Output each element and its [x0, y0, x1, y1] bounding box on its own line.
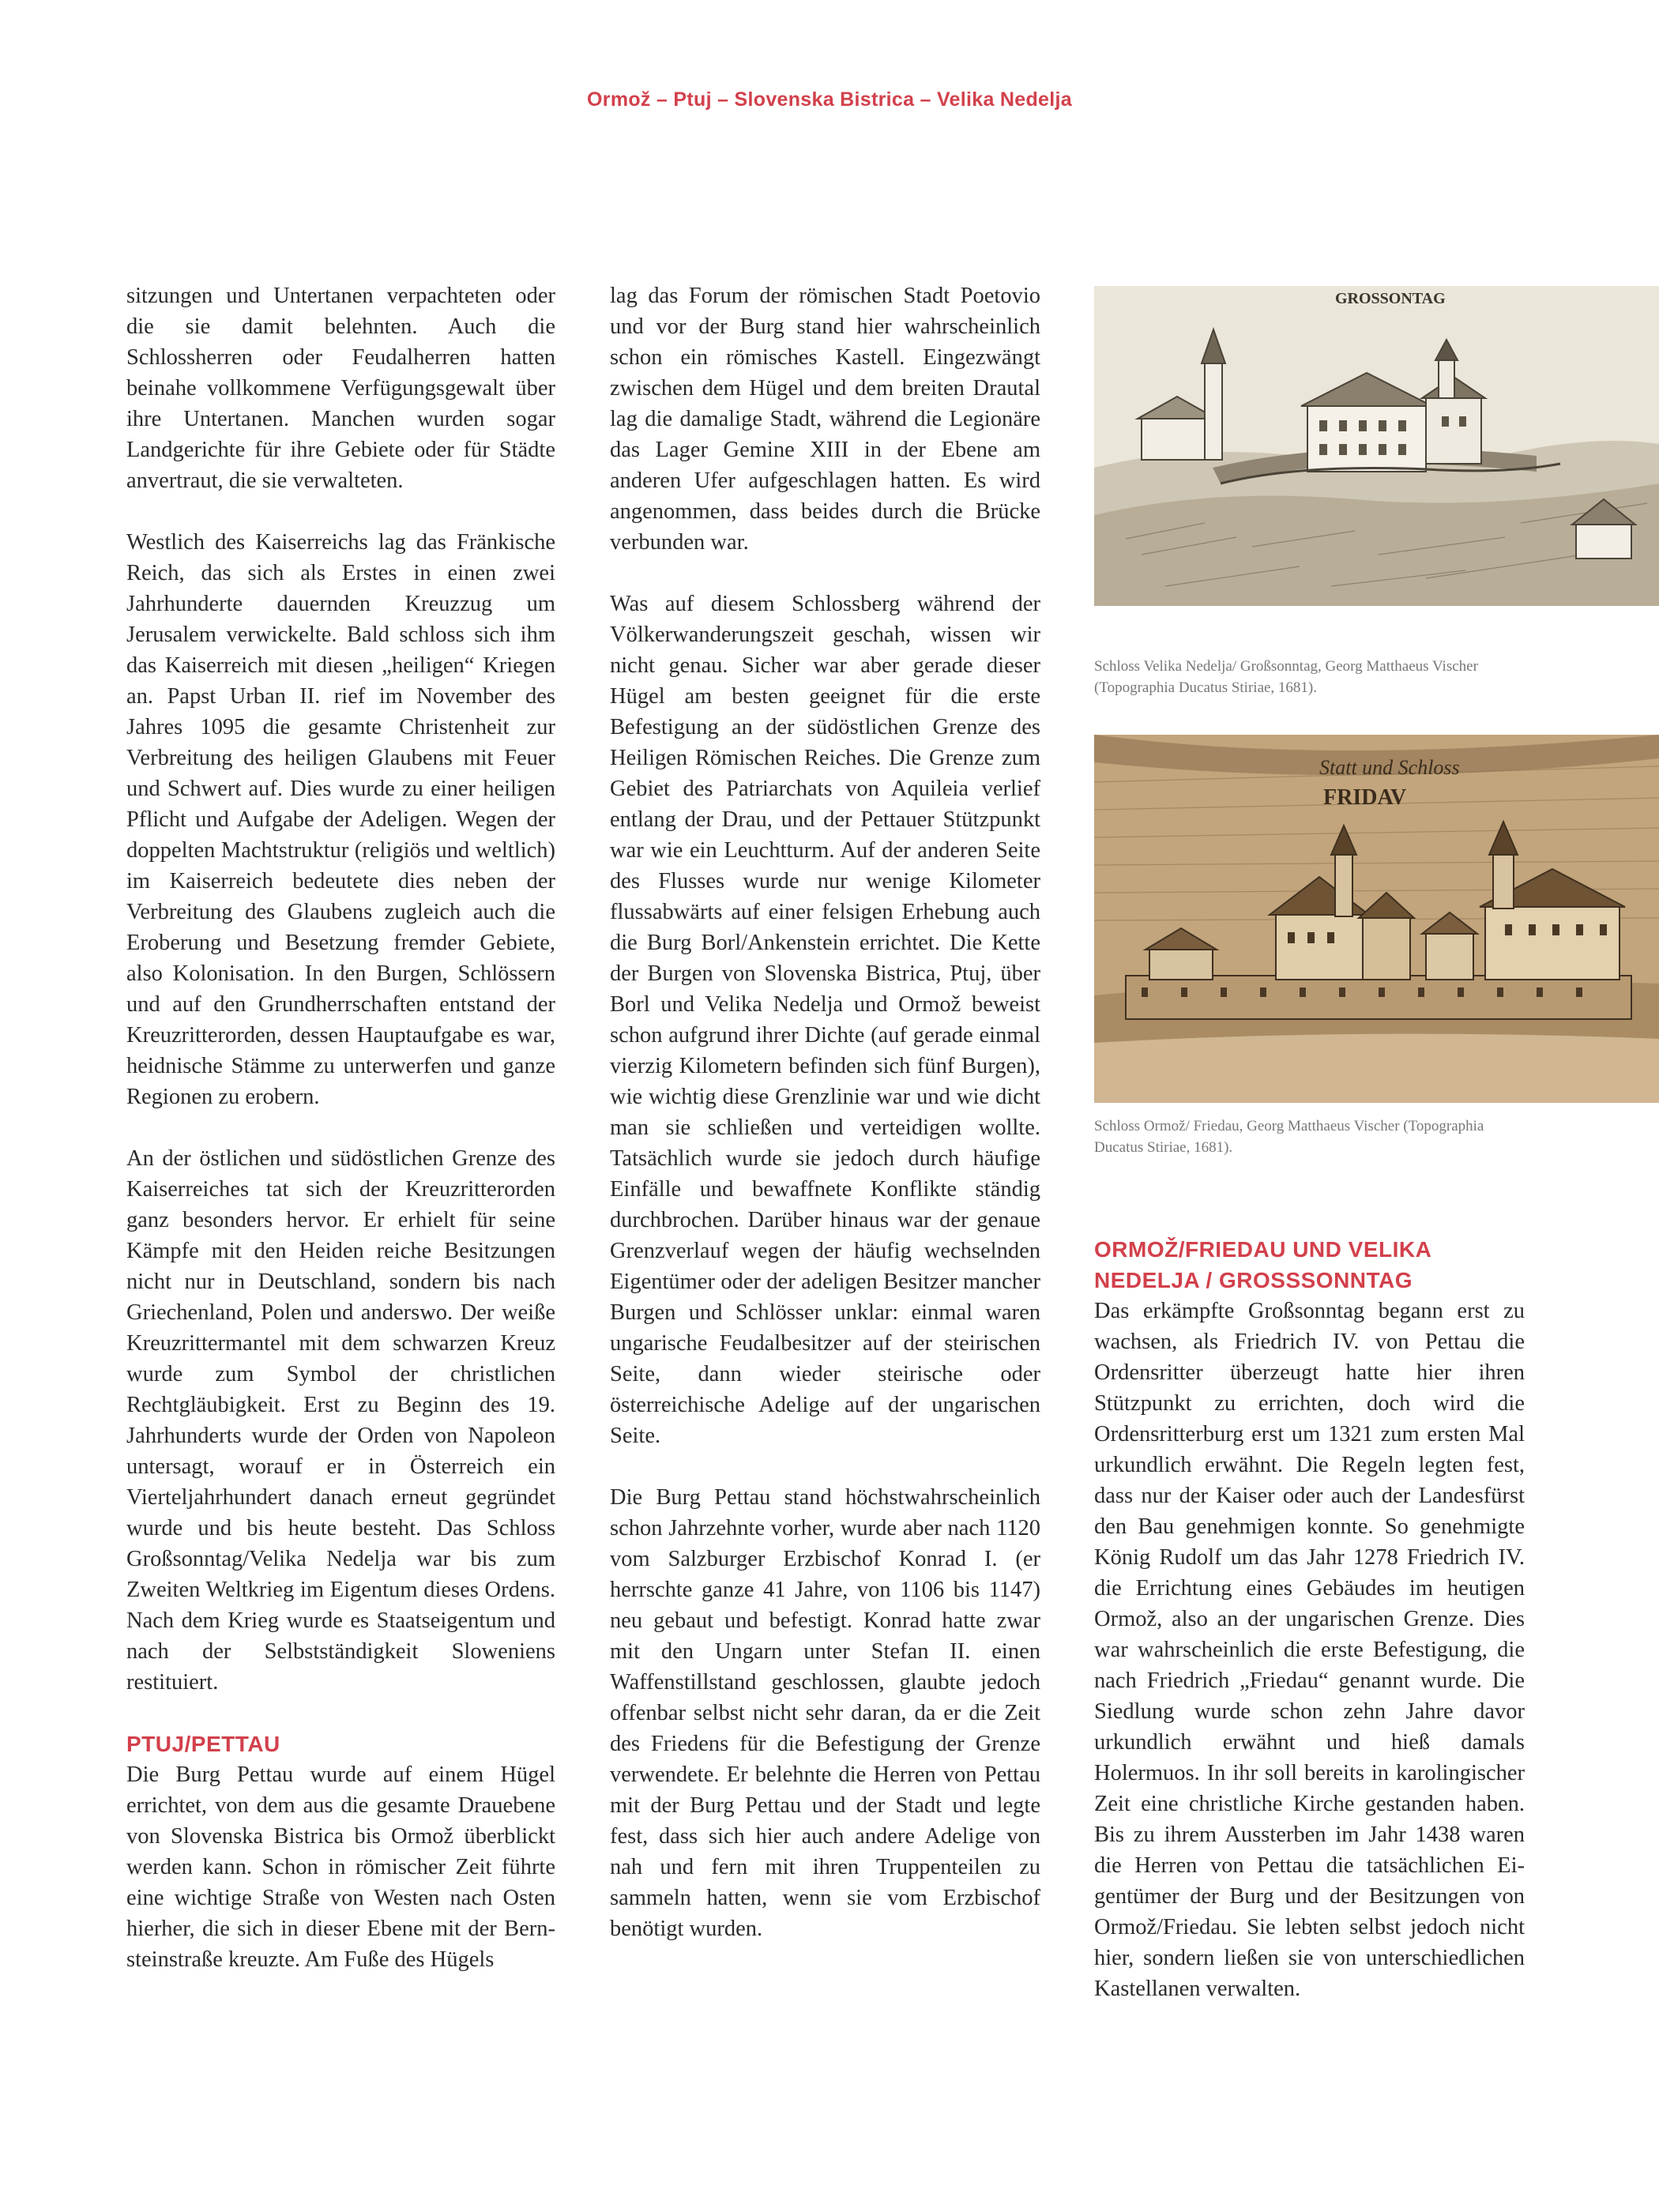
- text-column-1: [126, 280, 555, 1975]
- engraving-label: GROSSONTAG: [1335, 290, 1446, 307]
- figure-caption: Schloss Velika Nedelja/ Großsonntag, Georg Matthaeus Vischer (Topographia Ducatus Stiriae, 1681).: [1094, 658, 1478, 696]
- engraving-velika-nedelja: [1094, 286, 1659, 606]
- text-column-3: [1094, 1234, 1525, 2004]
- paragraph: An der östlichen und südöstlichen Grenze des Kaiserreiches tat sich der Kreuzritterorden ganz besonders hervor. Er erhielt für seine Kämpfe mit den Heiden reiche Besitzungen nicht nur in Deutschland, sondern bis nach Griechenland, Polen und anderswo. Der weiße Kreuzrittermantel mit dem schwarzen Kreuz wurde zum Symbol der christlichen Rechtgläubigkeit. Erst zu Beginn des 19. Jahrhunderts wurde der Orden von Napoleon untersagt, worauf er in Österreich ein Vierteljahrhundert danach erneut gegründet wurde und bis heute besteht. Das Schloss Großsonntag/Velika Nedelja war bis zum Zweiten Weltkrieg im Eigentum dieses Ordens. Nach dem Krieg wurde es Staatseigentum und nach der Selbstständigkeit Sloweniens restituiert.: [126, 1146, 555, 1695]
- running-header: Ormož – Ptuj – Slovenska Bistrica – Velika Nedelja: [587, 88, 1072, 111]
- engraving-ormoz: [1094, 735, 1659, 1103]
- castle-illustration: [1094, 286, 1659, 606]
- section-heading-ormoz: ORMOŽ/FRIEDAU UND VELIKA NEDELJA / GROSSSONNTAG: [1094, 1237, 1431, 1292]
- section-heading-ptuj: PTUJ/PETTAU: [126, 1732, 280, 1756]
- paragraph: Das erkämpfte Großsonntag begann erst zu wachsen, als Friedrich IV. von Pettau die Ordensritter überzeugt hatte hier ihren Stützpunkt zu errichten, doch wird die Ordensritterburg erst um 1321 zum ersten Mal urkundlich erwähnt. Die Regeln legten fest, dass nur der Kaiser oder auch der Landesfürst den Bau genehmigen konnte. So genehmigte König Rudolf um das Jahr 1278 Friedrich IV. die Errichtung eines Gebäudes im heutigen Ormož, also an der ungarischen Grenze. Dies war wahrscheinlich die erste Befestigung, die nach Friedrich „Friedau“ genannt wurde. Die Siedlung wurde schon zehn Jahre davor urkundlich erwähnt und hieß damals Holermuos. In ihr soll bereits in karolingischer Zeit eine christliche Kirche gestanden haben. Bis zu ihrem Aussterben im Jahr 1438 waren die Herren von Pettau die tatsächlichen Eigentümer der Burg und der Besitzungen von Ormož/Friedau. Sie lebten selbst jedoch nicht hier, sondern ließen sie von unterschiedlichen Kastellanen verwalten.: [1094, 1299, 1525, 2001]
- engraving-label-top: Statt und Schloss: [1319, 756, 1460, 779]
- figure-caption: Schloss Ormož/ Friedau, Georg Matthaeus Vischer (Topographia Ducatus Stiriae, 1681).: [1094, 1118, 1484, 1156]
- paragraph: Die Burg Pettau wurde auf einem Hügel errichtet, von dem aus die gesamte Drauebene von Slovenska Bistrica bis Ormož überblickt werden kann. Schon in römischer Zeit führte eine wichtige Straße von Westen nach Osten hierher, die sich in dieser Ebene mit der Bernsteinstraße kreuzte. Am Fuße des Hügels: [126, 1762, 555, 1972]
- paragraph: Die Burg Pettau stand höchstwahrscheinlich schon Jahrzehnte vorher, wurde aber nach 1120 vom Salzburger Erzbischof Konrad I. (er herrschte ganze 41 Jahre, von 1106 bis 1147) neu gebaut und befestigt. Konrad hatte zwar mit den Ungarn unter Stefan II. einen Waffenstillstand geschlossen, glaubte jedoch offenbar selbst nicht sehr daran, da er die Zeit des Friedens für die Befestigung der Grenze verwendete. Er belehnte die Herren von Pettau mit der Burg Pettau und der Stadt und legte fest, dass sich hier auch andere Adelige von nah und fern mit ihren Truppenteilen zu sammeln hatten, wenn sie vom Erzbischof benötigt wurden.: [610, 1485, 1040, 1941]
- town-illustration: [1094, 735, 1659, 1103]
- paragraph: Was auf diesem Schlossberg während der Völkerwanderungszeit geschah, wissen wir nicht genau. Sicher war aber gerade dieser Hügel am besten geeignet für die erste Befestigung an der südöstlichen Grenze des Heiligen Römischen Reiches. Die Grenze zum Gebiet des Patriarchats von Aquileia verlief entlang der Drau, und der Pettauer Stützpunkt war wie ein Leuchtturm. Auf der anderen Seite des Flusses wurde nur wenige Kilometer flussabwärts auf einer felsigen Erhebung auch die Burg Borl/Ankenstein errichtet. Die Kette der Burgen von Slovenska Bistrica, Ptuj, über Borl und Velika Nedelja und Ormož beweist schon aufgrund ihrer Dichte (auf gerade einmal vierzig Kilometern befinden sich fünf Burgen), wie wichtig diese Grenzlinie war und wie dicht man sie schließen und verteidigen wollte. Tatsächlich wurde sie jedoch durch häufige Einfälle und bewaffnete Konflikte ständig durchbrochen. Darüber hinaus war der genaue Grenzverlauf wegen der häufig wechselnden Eigentümer oder der adeligen Besitzer mancher Burgen und Schlösser unklar: einmal waren ungarische Feudalbesitzer auf der steirischen Seite, dann wieder steirische oder österreichische Adelige auf der ungarischen Seite.: [610, 592, 1040, 1448]
- paragraph: sitzungen und Untertanen verpachteten oder die sie damit belehnten. Auch die Schlossherren oder Feudalherren hatten beinahe vollkommene Verfügungsgewalt über ihre Untertanen. Manchen wurden sogar Landgerichte für ihre Gebiete oder für Städte anvertraut, die sie verwalteten.: [126, 284, 555, 493]
- paragraph: Westlich des Kaiserreichs lag das Fränkische Reich, das sich als Erstes in einen zwei Jahrhunderte dauernden Kreuzzug um Jerusalem verwickelte. Bald schloss sich ihm das Kaiserreich mit diesen „heiligen“ Kriegen an. Papst Urban II. rief im November des Jahres 1095 die gesamte Christenheit zur Verbreitung des heiligen Glaubens mit Feuer und Schwert auf. Dies wurde zu einer heiligen Pflicht und Aufgabe der Adeligen. Wegen der doppelten Machtstruktur (religiös und weltlich) im Kaiserreich bedeutete dies neben der Verbreitung des Glaubens zugleich auch die Eroberung und Besetzung fremder Gebiete, also Kolonisation. In den Burgen, Schlössern und auf den Grundherrschaften entstand der Kreuzritterorden, dessen Hauptaufgabe es war, heidnische Stämme zu unterwerfen und ganze Regionen zu erobern.: [126, 530, 555, 1109]
- engraving-label-bottom: FRIDAV: [1323, 785, 1407, 810]
- paragraph: lag das Forum der römischen Stadt Poetovio und vor der Burg stand hier wahrscheinlich schon ein römisches Kastell. Eingezwängt zwischen dem Hügel und dem breiten Drautal lag die damalige Stadt, während die Legionäre das Lager Gemine XIII in der Ebene am anderen Ufer aufgeschlagen hatten. Es wird angenommen, dass beides durch die Brücke verbunden war.: [610, 284, 1040, 555]
- text-column-2: [610, 280, 1040, 1944]
